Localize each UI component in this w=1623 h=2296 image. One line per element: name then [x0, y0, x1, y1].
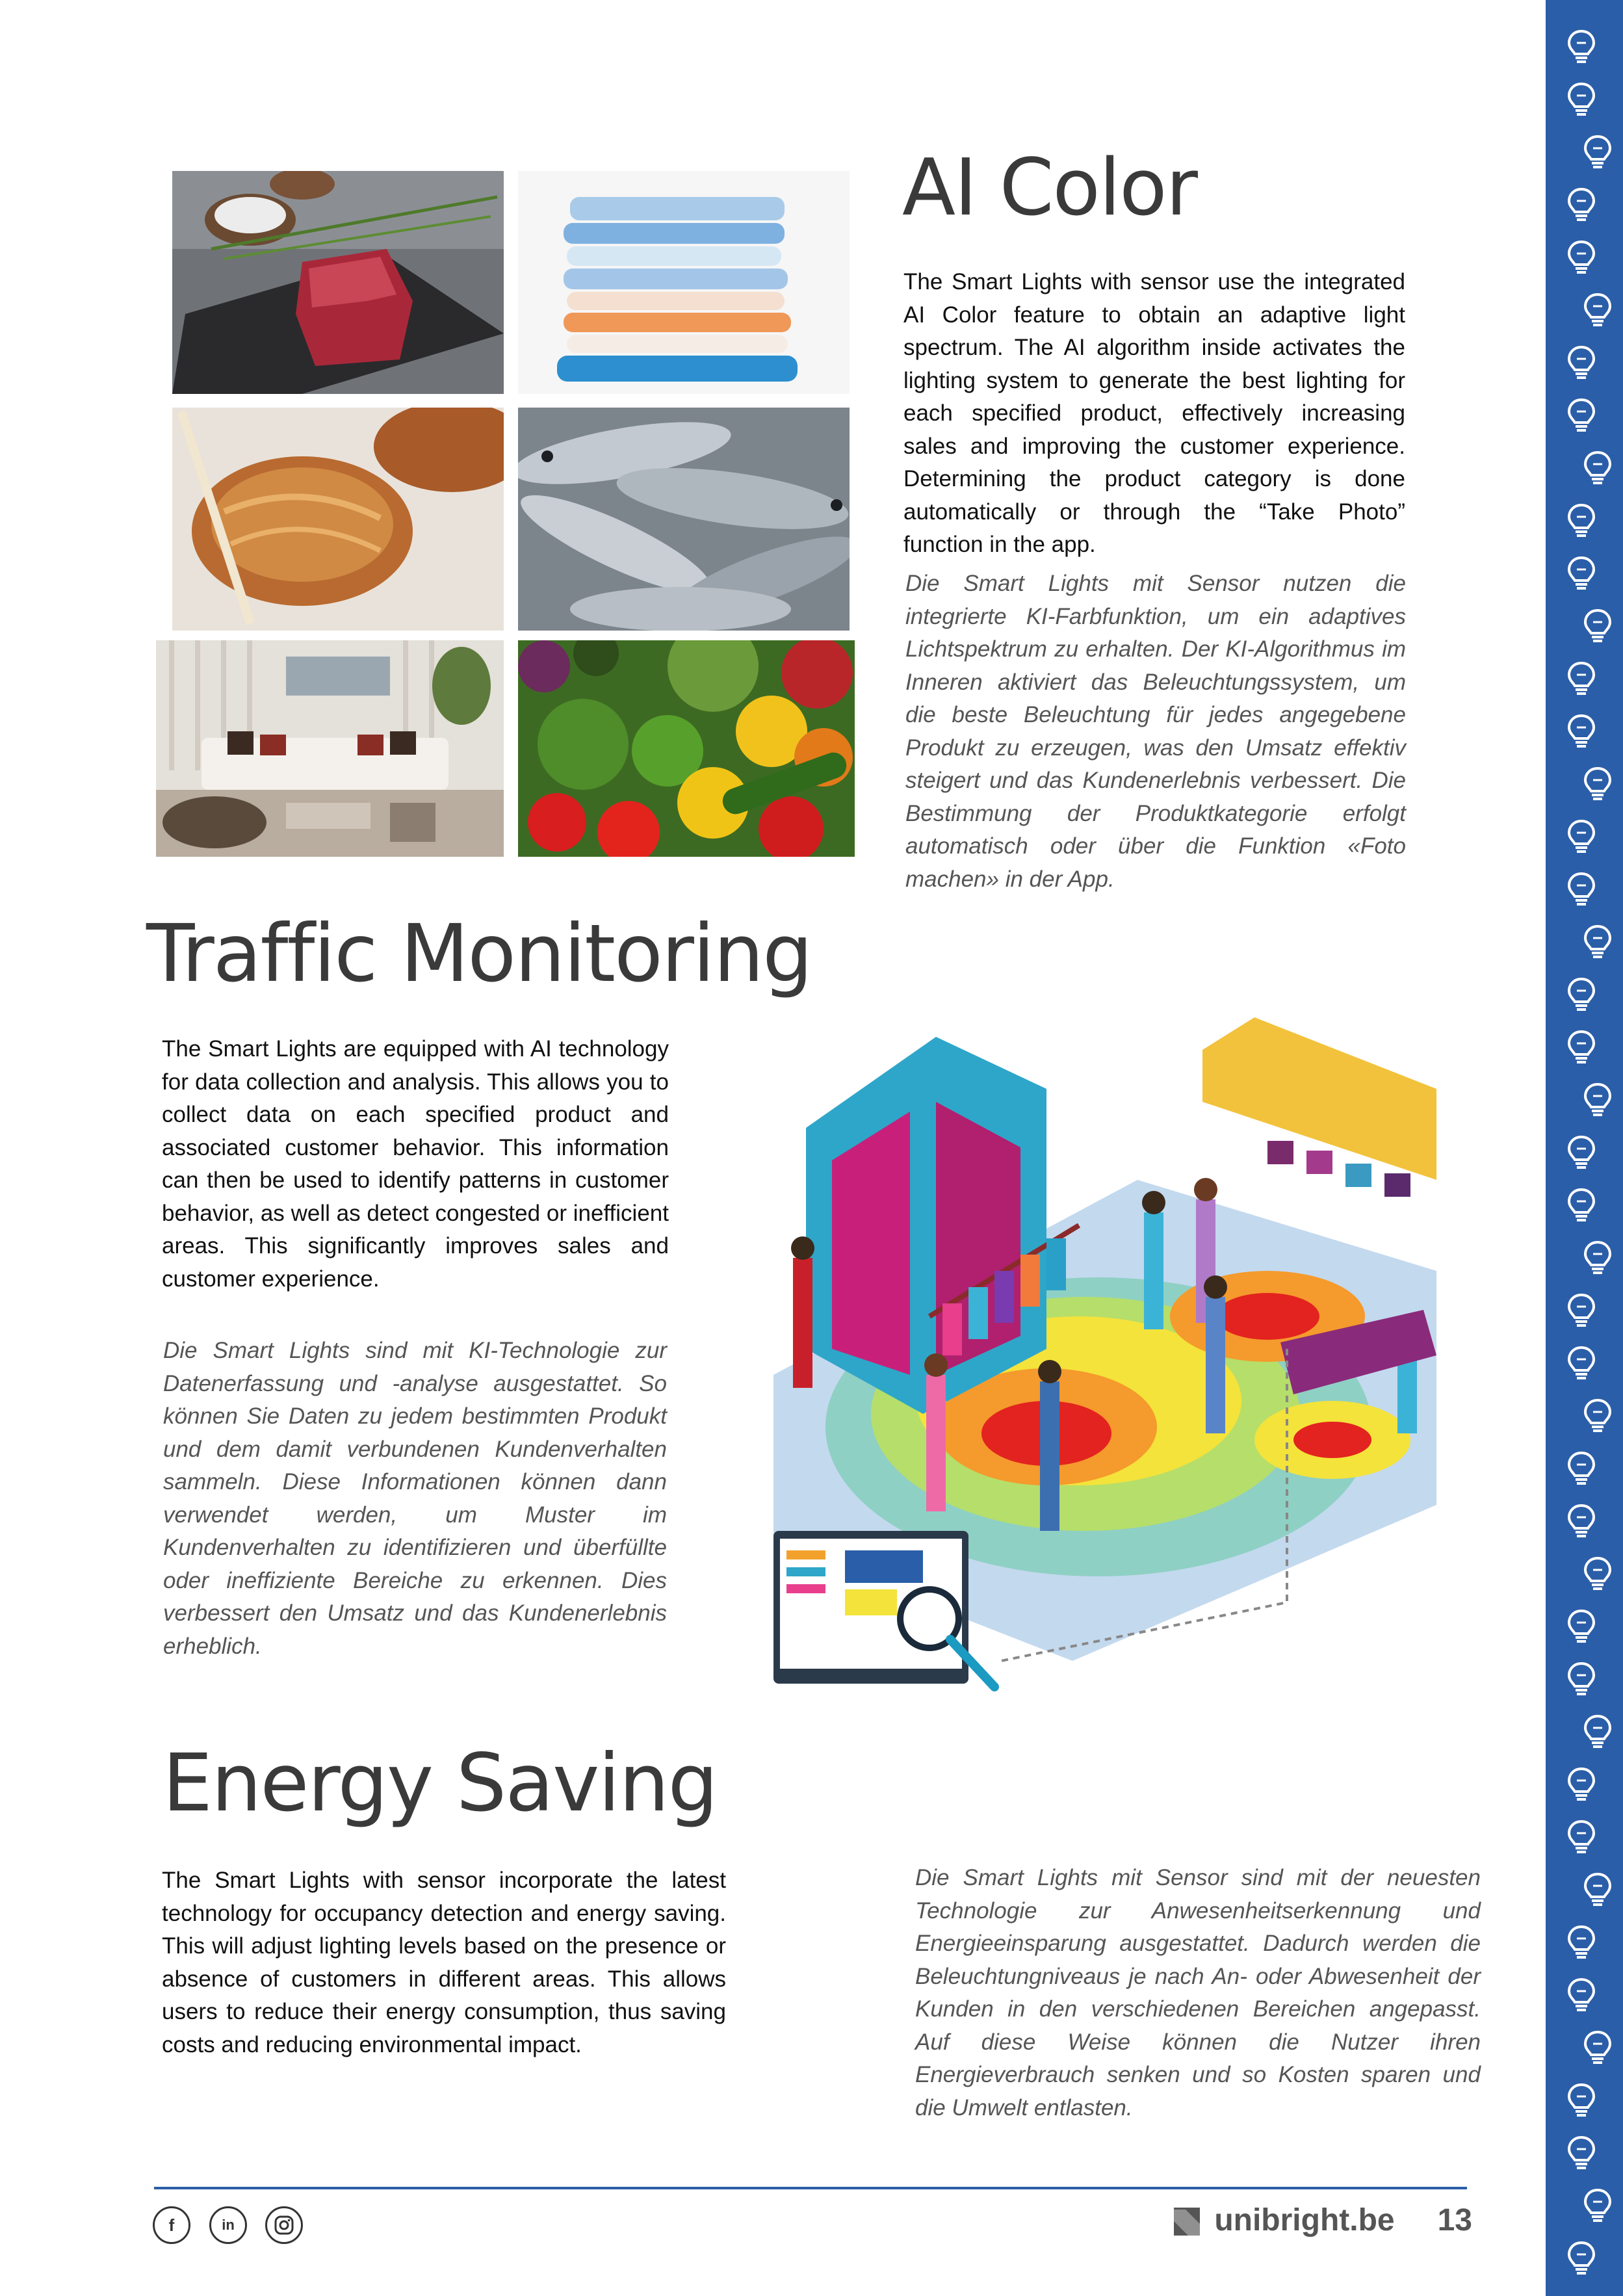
- fish-photo: [518, 408, 850, 631]
- living-room-photo: [156, 640, 504, 857]
- lightbulb-icon: [1564, 1028, 1599, 1067]
- lightbulb-icon: [1564, 1502, 1599, 1541]
- lightbulb-icon: [1564, 554, 1599, 593]
- footer-site-link[interactable]: unibright.be: [1214, 2203, 1395, 2237]
- lightbulb-icon: [1580, 1396, 1615, 1435]
- lightbulb-icon: [1564, 2133, 1599, 2172]
- lightbulb-icon: [1564, 1607, 1599, 1646]
- traffic-text-de: Die Smart Lights sind mit KI-Technologie zur Datenerfassung und -analyse ausgestattet. So können Sie Daten zu jedem bestimmten Produkt und dem damit verbundenen Kundenverhalten sammeln. Diese Informationen können dann verwendet werden, um Muster im Kundenverhalten zu identifizieren und überfüllte oder ineffiziente Bereiche zu erkennen. Dies verbessert den Umsatz und das Kundenerlebnis erheblich.: [163, 1338, 667, 1659]
- lightbulb-icon: [1580, 1870, 1615, 1909]
- lightbulb-icon: [1564, 1923, 1599, 1962]
- lightbulb-icon: [1580, 291, 1615, 330]
- traffic-text-en: The Smart Lights are equipped with AI technology for data collection and analysis. This allows you to collect data on each specified product and associated customer behavior. This information can then be used to identify patterns in customer behavior, as well as detect congested or inefficient areas. This significantly improves sales and customer experience.: [162, 1036, 669, 1292]
- lightbulb-icon: [1564, 2239, 1599, 2278]
- lightbulb-icon: [1564, 1133, 1599, 1172]
- footer-brand: [1174, 2202, 1472, 2238]
- lightbulb-icon: [1564, 396, 1599, 435]
- ai-color-text-en: The Smart Lights with sensor use the integrated AI Color feature to obtain an adaptive light spectrum. The AI algorithm inside activates the lighting system to generate the best lighting for each specified product, effectively increasing sales and improving the customer experience. Determining the product category is done automatically or through the “Take Photo” function in the app.: [903, 269, 1405, 557]
- energy-saving-heading: Energy Saving: [162, 1737, 717, 1829]
- lightbulb-icon: [1580, 1238, 1615, 1277]
- ai-color-text-de: Die Smart Lights mit Sensor nutzen die integrierte KI-Farbfunktion, um ein adaptives Lichtspektrum zu erhalten. Der KI-Algorithmus im Inneren aktiviert das Beleuchtungssystem, um die beste Beleuchtung für jedes angegebene Produkt zu erzeugen, was den Umsatz effektiv steigert und das Kundenerlebnis verbessert. Die Bestimmung der Produktkategorie erfolgt automatisch oder über die Funktion «Foto machen» in der App.: [905, 571, 1406, 892]
- lightbulb-icon: [1564, 1818, 1599, 1857]
- lightbulb-icon: [1564, 185, 1599, 224]
- energy-text-de: Die Smart Lights mit Sensor sind mit der neuesten Technologie zur Anwesenheitserkennung und Energieeinsparung ausgestattet. Dadurch werden die Beleuchtungniveaus je nach An- oder Abwesenheit der Kunden in den verschiedenen Bereichen angepasst. Auf diese Weise können die Nutzer ihren Energieverbrauch senken und so Kosten sparen und die Umwelt entlasten.: [915, 1865, 1481, 2120]
- page-number: 13: [1437, 2203, 1472, 2237]
- energy-text-en: The Smart Lights with sensor incorporate the latest technology for occupancy detection and energy saving. This will adjust lighting levels based on the presence or absence of customers in different areas. This allows users to reduce their energy consumption, thus saving costs and reducing environmental impact.: [162, 1868, 726, 2057]
- lightbulb-icon: [1564, 1344, 1599, 1383]
- lightbulb-icon: [1564, 501, 1599, 540]
- lightbulb-icon: [1580, 764, 1615, 803]
- linkedin-icon[interactable]: in: [209, 2206, 247, 2244]
- lightbulb-icon: [1564, 659, 1599, 698]
- store-heatmap-illustration: [773, 1011, 1443, 1703]
- lightbulb-icon: [1564, 1186, 1599, 1225]
- lightbulb-icon: [1580, 449, 1615, 488]
- lightbulb-icon: [1564, 80, 1599, 119]
- lightbulb-icon: [1564, 712, 1599, 751]
- lightbulb-icon: [1580, 133, 1615, 172]
- lightbulb-icon: [1580, 2028, 1615, 2067]
- lightbulb-icon: [1564, 27, 1599, 66]
- traffic-monitoring-heading: Traffic Monitoring: [146, 907, 812, 1000]
- lightbulb-icon: [1564, 1291, 1599, 1330]
- ai-color-heading: AI Color: [902, 143, 1197, 233]
- unibright-logo-icon: [1174, 2208, 1200, 2234]
- lightbulb-icon: [1564, 1449, 1599, 1488]
- lightbulb-icon: [1564, 817, 1599, 856]
- decorative-sidebar: [1546, 0, 1623, 2296]
- vegetables-photo: [518, 640, 855, 857]
- lightbulb-icon: [1580, 2186, 1615, 2225]
- bread-photo: [172, 408, 504, 631]
- lightbulb-icon: [1564, 1660, 1599, 1699]
- lightbulb-icon: [1564, 870, 1599, 909]
- shirts-photo: [518, 171, 850, 394]
- meat-photo: [172, 171, 504, 394]
- lightbulb-icon: [1580, 1554, 1615, 1593]
- instagram-icon[interactable]: [265, 2206, 303, 2244]
- lightbulb-icon: [1564, 1976, 1599, 2015]
- lightbulb-icon: [1564, 975, 1599, 1014]
- lightbulb-icon: [1564, 2081, 1599, 2120]
- lightbulb-icon: [1564, 343, 1599, 382]
- facebook-icon[interactable]: f: [153, 2206, 190, 2244]
- lightbulb-icon: [1564, 1765, 1599, 1804]
- lightbulb-icon: [1564, 238, 1599, 277]
- lightbulb-icon: [1580, 607, 1615, 646]
- footer-divider: [154, 2187, 1467, 2189]
- lightbulb-icon: [1580, 922, 1615, 961]
- lightbulb-icon: [1580, 1712, 1615, 1751]
- lightbulb-icon: [1580, 1080, 1615, 1119]
